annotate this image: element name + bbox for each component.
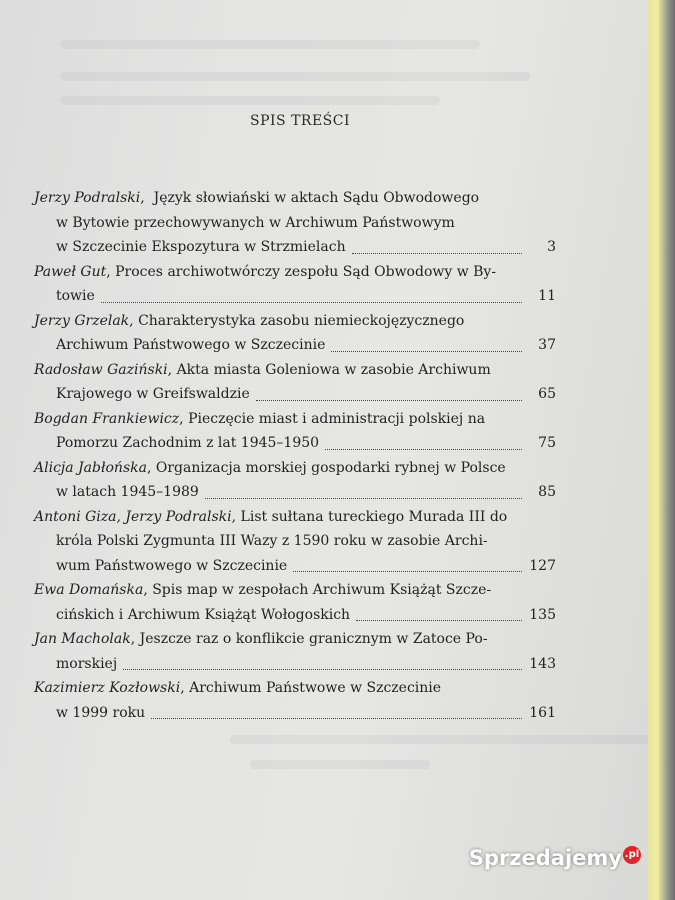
toc-title-line: w 1999 roku bbox=[56, 704, 146, 721]
dot-leader bbox=[352, 252, 522, 254]
toc-title-line: Pomorzu Zachodnim z lat 1945–1950 bbox=[56, 435, 320, 451]
toc-title-line: Archiwum Państwowego w Szczecinie bbox=[56, 337, 326, 353]
toc-title-line: króla Polski Zygmunta III Wazy z 1590 roku w zasobie Archi- bbox=[56, 533, 488, 549]
toc-line-with-page bbox=[34, 382, 556, 407]
toc-line bbox=[34, 260, 556, 285]
toc-line-with-page bbox=[34, 554, 556, 579]
toc-entry bbox=[34, 358, 556, 407]
toc-entry bbox=[34, 186, 556, 260]
toc-title-line: Akta miasta Goleniowa w zasobie Archiwum bbox=[176, 361, 491, 378]
toc-separator: , bbox=[180, 680, 190, 696]
toc-entry bbox=[34, 260, 556, 309]
toc-author: Paweł Gut bbox=[34, 263, 107, 280]
toc-separator: , bbox=[130, 631, 140, 647]
toc-title-line: Jeszcze raz o konflikcie granicznym w Zatoce Po- bbox=[139, 631, 488, 647]
bleed-through-text bbox=[250, 760, 430, 769]
toc-author: Alicja Jabłońska bbox=[34, 459, 147, 476]
table-of-contents bbox=[34, 186, 556, 725]
dot-leader bbox=[256, 399, 522, 401]
bleed-through-text bbox=[60, 72, 530, 81]
watermark-badge: .pl bbox=[623, 846, 641, 864]
toc-line-with-page bbox=[34, 603, 556, 628]
watermark-text: Sprzedajemy bbox=[468, 846, 622, 870]
toc-entry bbox=[34, 456, 556, 505]
toc-author: Kazimierz Kozłowski bbox=[34, 680, 181, 696]
toc-line-with-page bbox=[34, 701, 556, 726]
toc-entry bbox=[34, 676, 556, 725]
toc-title-line: List sułtana tureckiego Murada III do bbox=[240, 508, 508, 525]
toc-entry bbox=[34, 505, 556, 579]
toc-title-line: w latach 1945–1989 bbox=[56, 484, 199, 500]
dot-leader bbox=[123, 668, 522, 670]
toc-line bbox=[34, 309, 556, 334]
toc-separator: , bbox=[143, 582, 153, 598]
toc-title-line: towie bbox=[56, 288, 95, 304]
toc-line-with-page bbox=[34, 235, 556, 260]
toc-separator: , bbox=[179, 410, 189, 427]
toc-entry bbox=[34, 578, 556, 627]
toc-page-number: 135 bbox=[529, 606, 556, 623]
dot-leader bbox=[101, 301, 522, 303]
watermark-logo bbox=[469, 846, 641, 870]
toc-title-line: Organizacja morskiej gospodarki rybnej w Polsce bbox=[155, 459, 506, 476]
toc-line-with-page bbox=[34, 333, 556, 358]
toc-entry bbox=[34, 627, 556, 676]
toc-separator: , bbox=[146, 459, 156, 476]
dot-leader bbox=[356, 619, 522, 621]
toc-separator: , bbox=[140, 190, 154, 206]
toc-author: Ewa Domańska bbox=[34, 582, 144, 598]
toc-title-line: Język słowiański w aktach Sądu Obwodowego bbox=[153, 190, 480, 206]
toc-page-number: 65 bbox=[538, 386, 556, 402]
page-edge bbox=[648, 0, 675, 900]
toc-line bbox=[34, 211, 556, 236]
toc-line-with-page bbox=[34, 480, 556, 505]
toc-page-number: 3 bbox=[547, 239, 556, 255]
toc-line bbox=[34, 578, 556, 603]
toc-author: Radosław Gaziński bbox=[34, 361, 168, 378]
toc-title-line: Proces archiwotwórczy zespołu Sąd Obwodowy w By- bbox=[115, 263, 497, 280]
dot-leader bbox=[331, 350, 522, 352]
toc-title-line: Pieczęcie miast i administracji polskiej na bbox=[188, 410, 486, 427]
toc-page-number: 37 bbox=[538, 337, 556, 353]
page-title: SPIS TREŚCI bbox=[249, 113, 350, 129]
toc-page-number: 161 bbox=[529, 704, 556, 721]
toc-page-number: 85 bbox=[538, 484, 556, 500]
toc-title-line: Archiwum Państwowe w Szczecinie bbox=[189, 680, 442, 696]
toc-line-with-page bbox=[34, 431, 556, 456]
toc-separator: , bbox=[231, 508, 241, 525]
toc-line bbox=[34, 358, 556, 383]
toc-title-line: cińskich i Archiwum Książąt Wołogoskich bbox=[56, 606, 351, 623]
toc-title-line: w Szczecinie Ekspozytura w Strzmielach bbox=[56, 239, 346, 255]
toc-author: Antoni Giza, Jerzy Podralski bbox=[34, 508, 232, 525]
toc-title-line: Krajowego w Greifswaldzie bbox=[56, 386, 250, 402]
toc-line-with-page bbox=[34, 652, 556, 677]
toc-author: Jerzy Podralski bbox=[34, 190, 141, 206]
toc-line-with-page bbox=[34, 284, 556, 309]
toc-line bbox=[34, 505, 556, 530]
bleed-through-text bbox=[230, 735, 670, 744]
toc-line bbox=[34, 456, 556, 481]
toc-title-line: Charakterystyka zasobu niemieckojęzycznego bbox=[138, 312, 465, 329]
toc-title-line: w Bytowie przechowywanych w Archiwum Państwowym bbox=[56, 214, 455, 231]
toc-page-number: 75 bbox=[538, 435, 556, 451]
toc-author: Jan Macholak bbox=[34, 631, 131, 647]
toc-line bbox=[34, 676, 556, 701]
toc-line bbox=[34, 529, 556, 554]
bleed-through-text bbox=[60, 40, 480, 49]
dot-leader bbox=[293, 570, 522, 572]
toc-title-line: wum Państwowego w Szczecinie bbox=[56, 557, 288, 574]
toc-author: Jerzy Grzelak bbox=[34, 312, 130, 329]
toc-page-number: 127 bbox=[529, 557, 556, 574]
dot-leader bbox=[205, 497, 522, 499]
toc-line bbox=[34, 627, 556, 652]
bleed-through-text bbox=[60, 96, 440, 105]
toc-title-line: Spis map w zespołach Archiwum Książąt Szcze- bbox=[152, 582, 492, 598]
toc-separator: , bbox=[106, 263, 116, 280]
toc-separator: , bbox=[167, 361, 177, 378]
toc-entry bbox=[34, 407, 556, 456]
toc-entry bbox=[34, 309, 556, 358]
toc-line bbox=[34, 407, 556, 432]
dot-leader bbox=[151, 717, 522, 719]
toc-author: Bogdan Frankiewicz bbox=[34, 410, 180, 427]
toc-line bbox=[34, 186, 556, 211]
dot-leader bbox=[325, 448, 522, 450]
toc-page-number: 11 bbox=[538, 288, 556, 304]
toc-title-line: morskiej bbox=[56, 655, 118, 672]
toc-separator: , bbox=[129, 312, 139, 329]
toc-page-number: 143 bbox=[529, 655, 556, 672]
